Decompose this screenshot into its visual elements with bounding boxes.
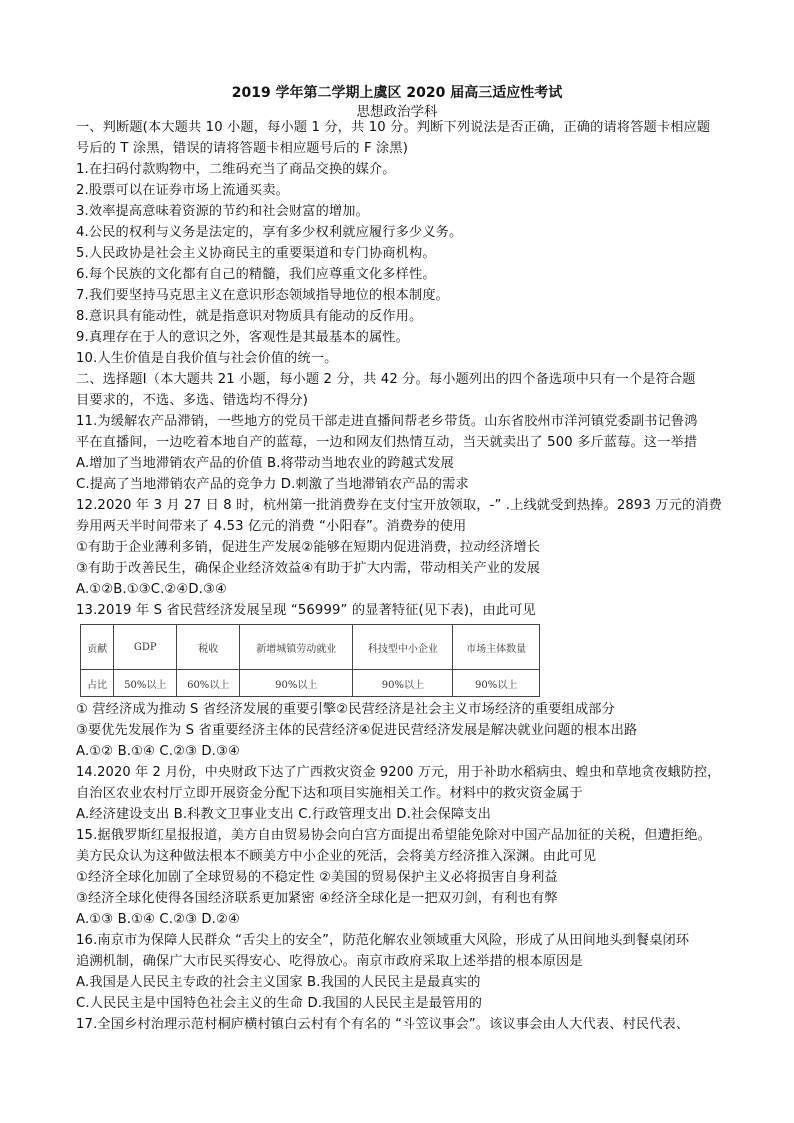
- answer-options: A.增加了当地滞销农产品的价值 B.将带动当地农业的跨越式发展: [76, 456, 454, 471]
- table-cell: 90%以上: [240, 670, 353, 697]
- question-line: 8.意识具有能动性，就是指意识对物质具有能动的反作用。: [76, 309, 423, 324]
- table-cell: 50%以上: [114, 670, 177, 697]
- question-line: ③经济全球化使得各国经济联系更加紧密 ④经济全球化是一把双刃剑，有利也有弊: [76, 891, 558, 906]
- question-line: ① 营经济成为推动 S 省经济发展的重要引擎②民营经济是社会主义市场经济的重要组成部分: [76, 702, 615, 717]
- question-line: 9.真理存在于人的意识之外，客观性是其最基本的属性。: [76, 330, 409, 345]
- answer-options: A.经济建设支出 B.科教文卫事业支出 C.行政管理支出 D.社会保障支出: [76, 807, 491, 822]
- question-line: 2.股票可以在证券市场上流通买卖。: [76, 183, 289, 198]
- table-cell: 90%以上: [453, 670, 540, 697]
- table-header-cell: 科技型中小企业: [353, 625, 453, 670]
- answer-options: C.提高了当地滞销农产品的竞争力 D.刺激了当地滞销农产品的需求: [76, 477, 469, 492]
- question-line: 1.在扫码付款购物中，二维码充当了商品交换的媒介。: [76, 162, 396, 177]
- question-line: 追溯机制，确保广大市民买得安心、吃得放心。南京市政府采取上述举措的根本原因是: [76, 954, 583, 969]
- answer-options: A.①② B.①④ C.②③ D.③④: [76, 744, 240, 759]
- table-cell: 60%以上: [177, 670, 240, 697]
- table-cell: 90%以上: [353, 670, 453, 697]
- question-line: ③有助于改善民生，确保企业经济效益④有助于扩大内需，带动相关产业的发展: [76, 561, 541, 576]
- table-header-cell: 市场主体数量: [453, 625, 540, 670]
- answer-options: A.①②B.①③C.②④D.③④: [76, 582, 227, 597]
- question-line: 12.2020 年 3 月 27 日 8 时，杭州第一批消费券在支付宝开放领取，-” .上线就受到热捧。2893 万元的消费: [76, 498, 723, 513]
- question-line: 美方民众认为这种做法根本不顾美方中小企业的死活，会将美方经济推入深渊。由此可见: [76, 849, 597, 864]
- table-header-cell: 税收: [177, 625, 240, 670]
- section-two-heading: 二、选择题Ⅰ（本大题共 21 小题，每小题 2 分，共 42 分。每小题列出的四个备选项中只有一个是符合题: [76, 372, 696, 387]
- table-row: [81, 670, 540, 697]
- table-header-cell: GDP: [114, 625, 177, 670]
- question-line: 13.2019 年 S 省民营经济发展呈现 “56999” 的显著特征(见下表)，由此可见: [76, 603, 536, 618]
- exam-subject: 思想政治学科: [356, 104, 438, 120]
- question-line: 7.我们要坚持马克思主义在意识形态领域指导地位的根本制度。: [76, 288, 449, 303]
- question-line: ③要优先发展作为 S 省重要经济主体的民营经济④促进民营经济发展是解决就业问题的根本出路: [76, 723, 638, 738]
- data-table: [80, 624, 540, 697]
- question-line: 11.为缓解农产品滞销，一些地方的党员干部走进直播间帮老乡带货。山东省胶州市洋河镇党委副书记鲁鸿: [76, 414, 698, 429]
- question-line: 17.全国乡村治理示范村桐庐横村镇白云村有个有名的 “斗笠议事会”。该议事会由人大代表、村民代表、: [76, 1017, 690, 1032]
- question-line: 3.效率提高意味着资源的节约和社会财富的增加。: [76, 204, 369, 219]
- question-line: 平在直播间，一边吃着本地自产的蓝莓，一边和网友们热情互动，当天就卖出了 500 多斤蓝莓。这一举措: [76, 435, 698, 450]
- section-one-heading: 一、判断题(本大题共 10 小题，每小题 1 分，共 10 分。判断下列说法是否正确，正确的请将答题卡相应题: [76, 120, 711, 135]
- question-line: 5.人民政协是社会主义协商民主的重要渠道和专门协商机构。: [76, 246, 436, 261]
- exam-title: 2019 学年第二学期上虞区 2020 届高三适应性考试: [231, 85, 563, 101]
- question-line: 15.据俄罗斯红星报报道，美方自由贸易协会向白宫方面提出希望能免除对中国产品加征的关税，但遭拒绝。: [76, 828, 711, 843]
- question-line: ①经济全球化加剧了全球贸易的不稳定性 ②美国的贸易保护主义必将损害自身利益: [76, 870, 558, 885]
- question-line: 16.南京市为保障人民群众 “舌尖上的安全”，防范化解农业领域重大风险，形成了从田间地头到餐桌闭环: [76, 933, 690, 948]
- table-header-cell: 贡献: [81, 625, 114, 670]
- section-one-heading-cont: 号后的 T 涂黑，错误的请将答题卡相应题号后的 F 涂黑): [76, 141, 409, 156]
- question-line: ①有助于企业薄利多销，促进生产发展②能够在短期内促进消费，拉动经济增长: [76, 540, 541, 555]
- question-line: 14.2020 年 2 月份，中央财政下达了广西救灾资金 9200 万元，用于补助水稻病虫、蝗虫和草地贪夜蛾防控，: [76, 765, 721, 780]
- question-line: 自治区农业农村厅立即开展资金分配下达和项目实施相关工作。材料中的救灾资金属于: [76, 786, 583, 801]
- answer-options: A.我国是人民民主专政的社会主义国家 B.我国的人民民主是最真实的: [76, 975, 481, 990]
- answer-options: A.①③ B.①④ C.②③ D.②④: [76, 912, 240, 927]
- question-line: 4.公民的权利与义务是法定的，享有多少权利就应履行多少义务。: [76, 225, 463, 240]
- question-line: 券用两天半时间带来了 4.53 亿元的消费 “小阳春”。消费券的使用: [76, 519, 467, 534]
- table-header-row: [81, 625, 540, 670]
- table-header-cell: 新增城镇劳动就业: [240, 625, 353, 670]
- section-two-heading-cont: 目要求的，不选、多选、错选均不得分): [76, 393, 309, 408]
- question-line: 10.人生价值是自我价值与社会价值的统一。: [76, 351, 338, 366]
- answer-options: C.人民民主是中国特色社会主义的生命 D.我国的人民民主是最管用的: [76, 996, 483, 1011]
- question-line: 6.每个民族的文化都有自己的精髓，我们应尊重文化多样性。: [76, 267, 436, 282]
- table-cell: 占比: [81, 670, 114, 697]
